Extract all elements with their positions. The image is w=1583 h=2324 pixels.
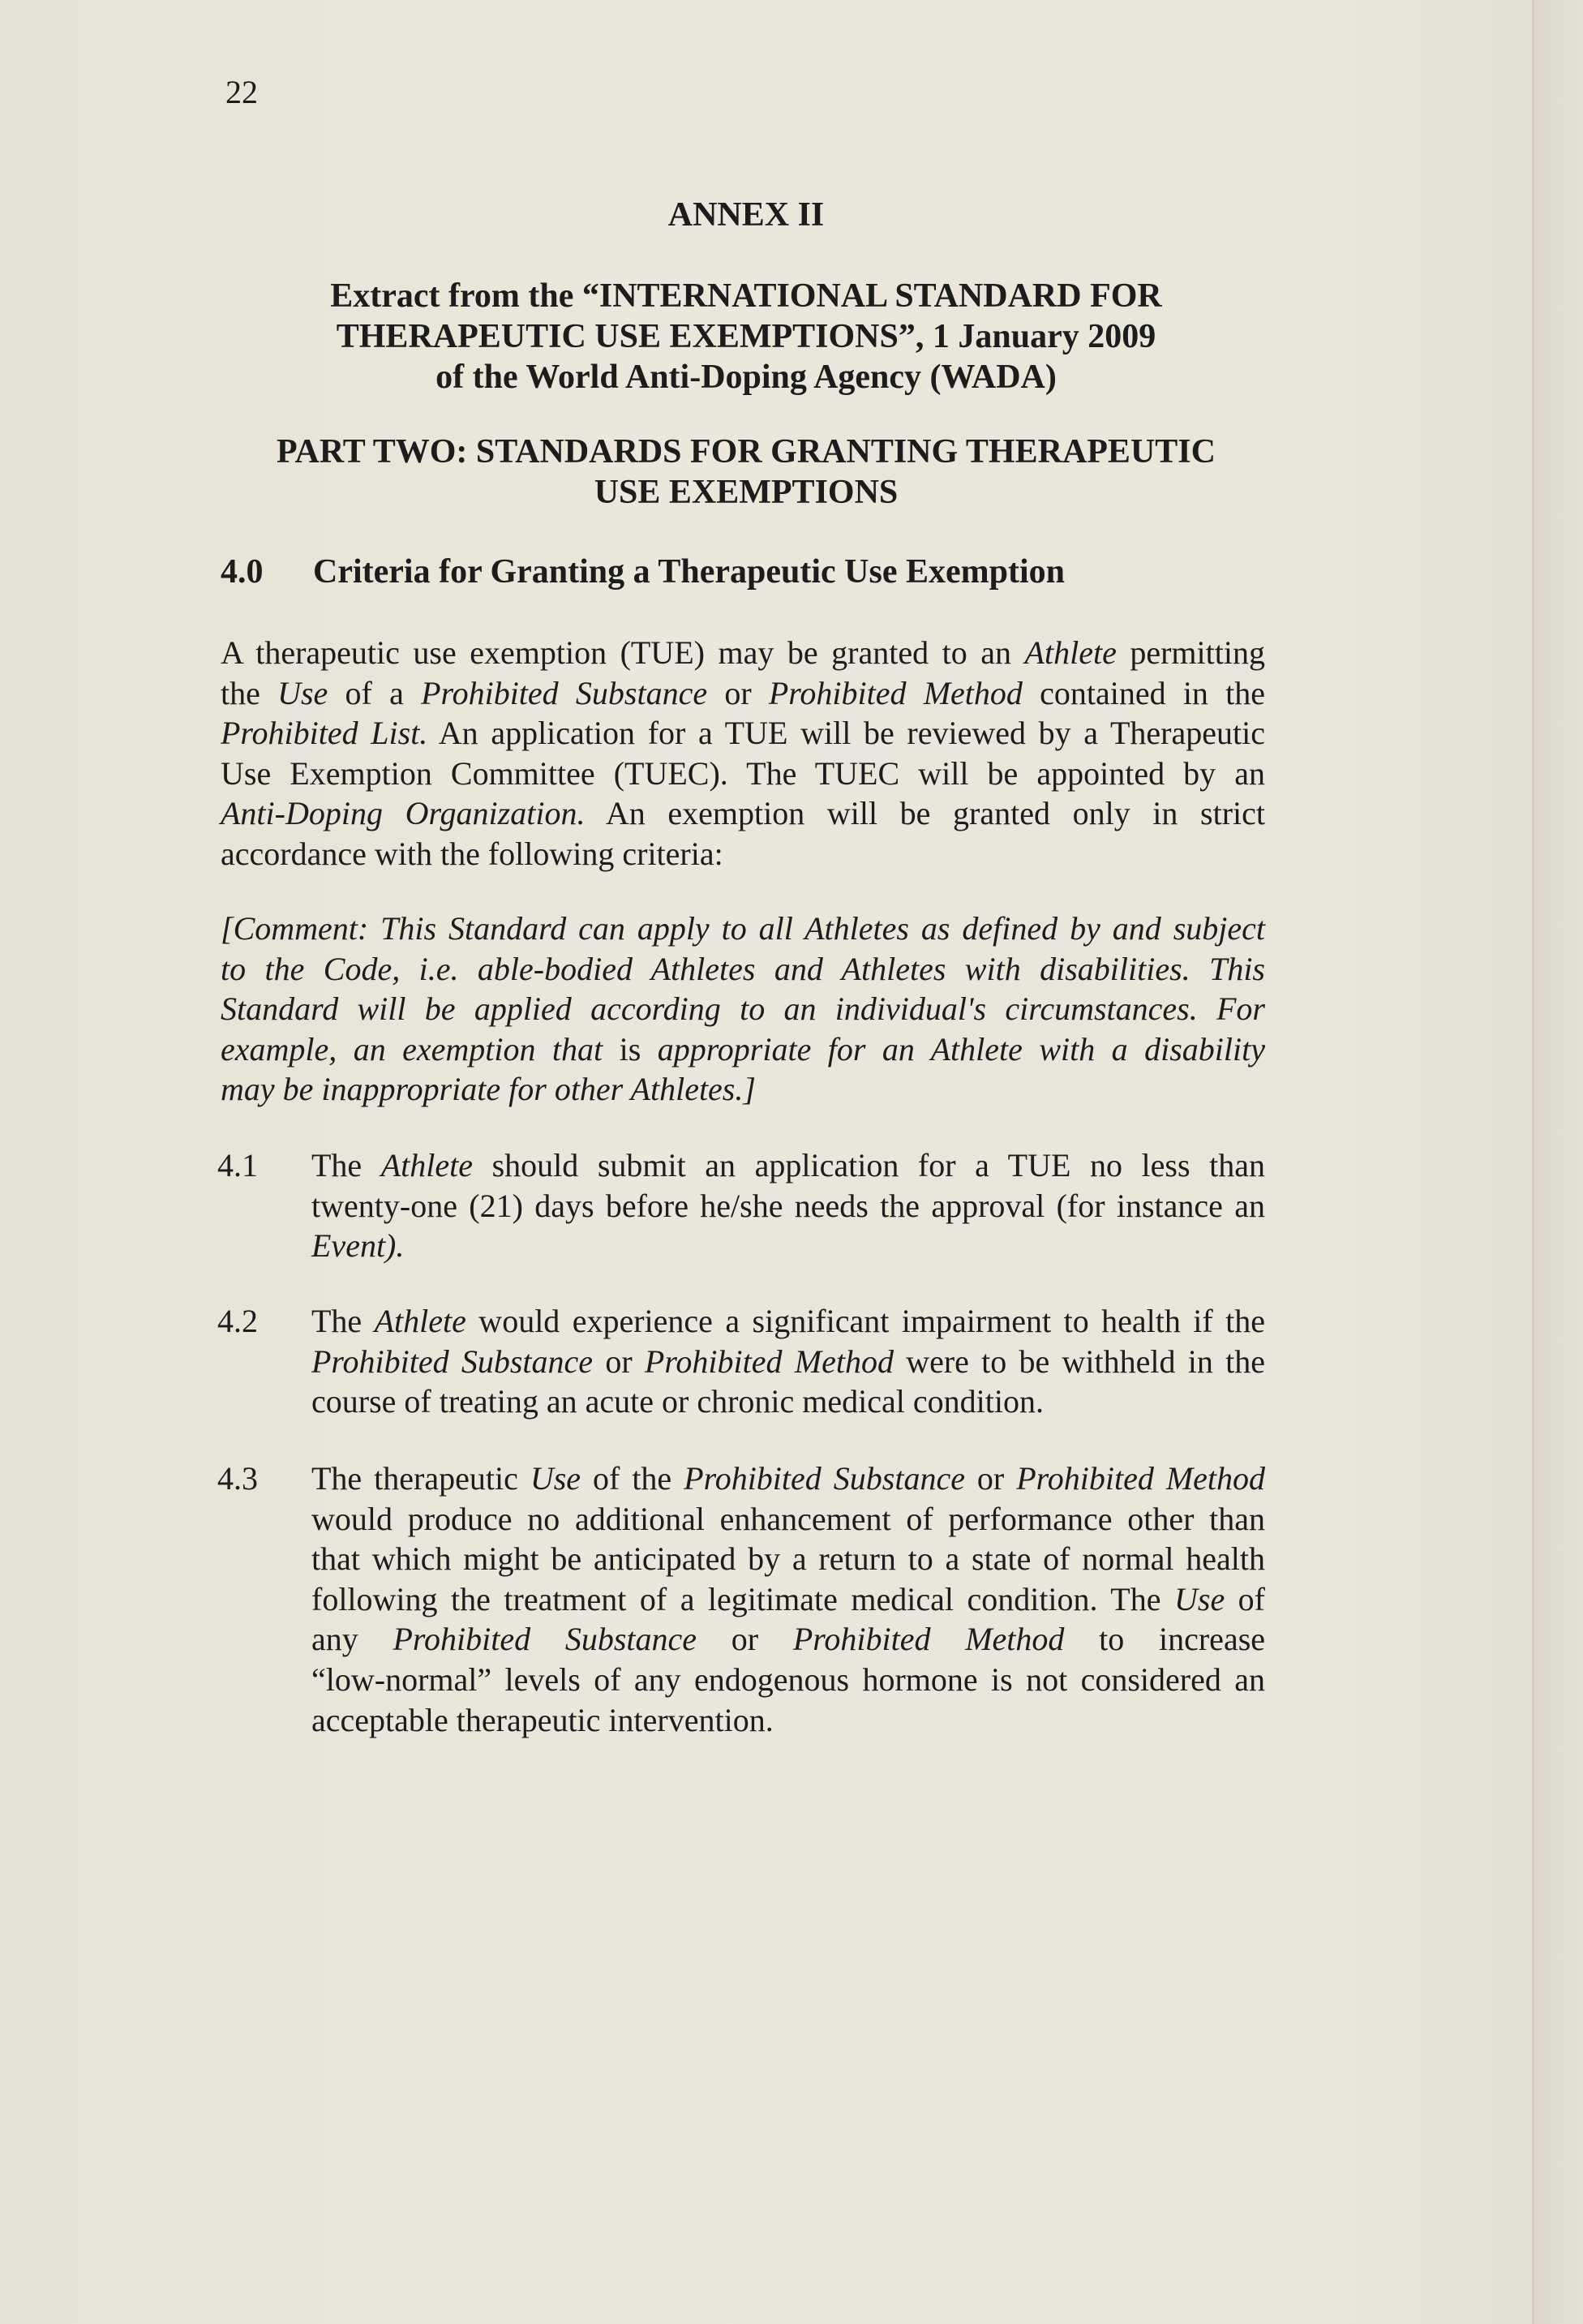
text-run-italic: Athlete — [374, 1303, 466, 1339]
text-run: the — [221, 674, 278, 711]
text-run-italic: Prohibited Method — [792, 1621, 1065, 1658]
page-edge — [1532, 0, 1534, 2324]
text-run-italic: Prohibited Substance — [421, 674, 708, 711]
item-text — [311, 1301, 1265, 1422]
paragraph-line: twenty-one (21) days before he/she needs the approval (for instance an — [311, 1187, 1265, 1224]
text-run: The therapeutic — [311, 1460, 530, 1497]
text-run: would experience a significant impairment to health if the — [465, 1303, 1265, 1339]
text-run: should submit an application for a TUE no less than — [473, 1147, 1265, 1183]
text-run-italic: Prohibited Method — [768, 674, 1023, 711]
paragraph-line: that which might be anticipated by a return to a state of normal health — [311, 1540, 1265, 1578]
intro-paragraph — [221, 633, 1265, 874]
text-run: contained in the — [1022, 674, 1266, 711]
paragraph-line — [221, 713, 1265, 754]
text-run-italic: example, an exemption that — [221, 1030, 620, 1067]
section-number: 4.0 — [221, 553, 264, 591]
text-run: any — [311, 1621, 393, 1658]
text-run: of the — [581, 1460, 684, 1497]
paragraph-line: acceptable therapeutic intervention. — [311, 1701, 774, 1738]
item-text — [311, 1145, 1265, 1266]
text-run-italic: Prohibited Method — [644, 1342, 894, 1380]
text-run-italic: Prohibited Substance — [311, 1342, 594, 1380]
paragraph-line: may be inappropriate for other Athletes.] — [221, 1071, 756, 1108]
paragraph-line — [311, 1226, 1265, 1266]
text-run: to increase — [1064, 1621, 1266, 1658]
text-run: or — [697, 1621, 793, 1658]
text-run: of — [1225, 1580, 1266, 1617]
part-title-line: PART TWO: STANDARDS FOR GRANTING THERAPEUTIC — [277, 433, 1216, 470]
text-run-italic: Prohibited Substance — [684, 1460, 965, 1497]
text-run-italic: Use — [530, 1460, 581, 1497]
part-title — [219, 432, 1273, 513]
page-edge-shadow — [1534, 0, 1583, 2324]
text-run-italic: Athlete — [1024, 634, 1117, 671]
text-run: or — [593, 1342, 645, 1380]
paragraph-line — [311, 1579, 1265, 1620]
paragraph-line: accordance with the following criteria: — [221, 835, 723, 872]
extract-title-line: Extract from the “INTERNATIONAL STANDARD FOR — [330, 277, 1162, 315]
text-run-italic: Prohibited Method — [1016, 1460, 1266, 1497]
extract-title-line: THERAPEUTIC USE EXEMPTIONS”, 1 January 2009 — [336, 318, 1156, 355]
paragraph-line: Standard will be applied according to an individual's circumstances. For — [221, 990, 1265, 1028]
paragraph-line: course of treating an acute or chronic medical condition. — [311, 1383, 1044, 1420]
item-text — [311, 1458, 1265, 1740]
text-run: or — [964, 1460, 1017, 1497]
text-run-italic: Prohibited List. — [221, 715, 428, 752]
text-run: following the treatment of a legitimate medical condition. The — [311, 1580, 1174, 1617]
text-run: is — [619, 1030, 641, 1067]
item-number: 4.2 — [217, 1303, 258, 1339]
page-number: 22 — [225, 74, 258, 110]
text-run-italic: Anti-Doping Organization. — [221, 795, 586, 832]
paragraph-line: Use Exemption Committee (TUEC). The TUEC will be appointed by an — [221, 754, 1265, 792]
text-run: were to be withheld in the — [893, 1342, 1266, 1380]
text-run-italic: Event). — [311, 1227, 405, 1265]
section-title: Criteria for Granting a Therapeutic Use Exemption — [313, 553, 1066, 591]
paragraph-line — [311, 1619, 1265, 1660]
paragraph-line — [221, 793, 1265, 834]
text-run: An application for a TUE will be reviewed by a Therapeutic — [427, 715, 1265, 752]
item-number: 4.3 — [217, 1460, 258, 1497]
text-run: or — [707, 674, 769, 711]
text-run: permitting — [1116, 634, 1265, 671]
text-run-italic: Use — [277, 674, 328, 711]
paragraph-line: “low-normal” levels of any endogenous hormone is not considered an — [311, 1660, 1265, 1698]
paragraph-line: [Comment: This Standard can apply to all Athletes as defined by and subject — [221, 910, 1265, 947]
text-run: The — [311, 1303, 375, 1339]
comment-paragraph — [221, 909, 1265, 1110]
paragraph-line — [311, 1458, 1265, 1499]
part-title-line: USE EXEMPTIONS — [594, 474, 899, 511]
extract-title — [219, 276, 1273, 397]
text-run-italic: Use — [1173, 1580, 1225, 1617]
text-run: The — [311, 1147, 381, 1183]
text-run-italic: appropriate for an Athlete with a disability — [641, 1030, 1265, 1067]
paragraph-line: to the Code, i.e. able-bodied Athletes and Athletes with disabilities. This — [221, 950, 1265, 987]
section-heading — [221, 552, 1065, 592]
paragraph-line — [311, 1301, 1265, 1342]
annex-title: ANNEX II — [667, 196, 825, 234]
text-run: of a — [328, 674, 422, 711]
text-run: A therapeutic use exemption (TUE) may be granted to an — [221, 634, 1025, 671]
extract-title-line: of the World Anti-Doping Agency (WADA) — [435, 359, 1057, 396]
text-run-italic: Prohibited Substance — [393, 1621, 697, 1658]
item-number: 4.1 — [217, 1147, 258, 1183]
paragraph-line — [311, 1342, 1265, 1382]
paragraph-line — [311, 1145, 1265, 1186]
text-run: An exemption will be granted only in strict — [585, 795, 1265, 832]
text-run-italic: Athlete — [380, 1147, 474, 1183]
paragraph-line — [221, 1029, 1265, 1070]
paragraph-line: would produce no additional enhancement of performance other than — [311, 1500, 1265, 1537]
paragraph-line — [221, 633, 1265, 673]
paragraph-line — [221, 673, 1265, 714]
